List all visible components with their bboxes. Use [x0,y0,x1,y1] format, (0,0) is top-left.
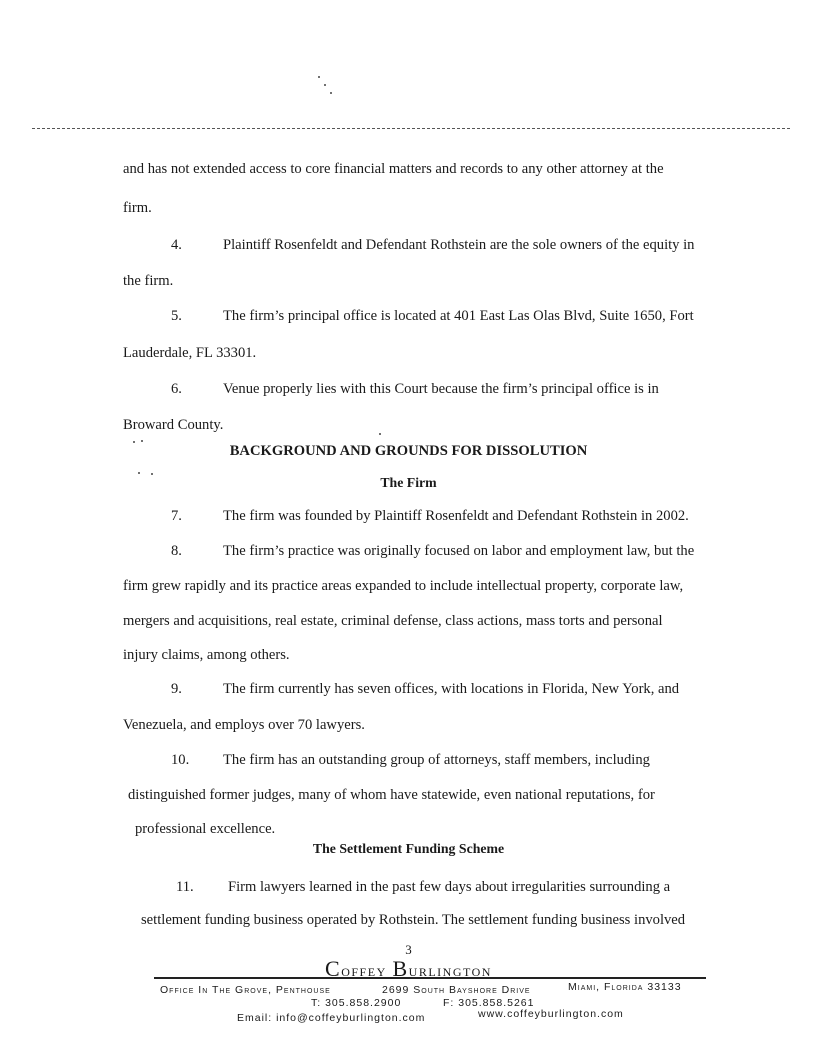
footer-website: www.coffeyburlington.com [478,1008,624,1020]
paragraph-9 [171,679,761,699]
paragraph-line: professional excellence. [135,821,276,837]
scan-speck [141,440,143,442]
paragraph-8 [171,541,761,561]
paragraph-line: Broward County. [123,417,224,433]
paragraph-line: firm grew rapidly and its practice areas expanded to include intellectual property, corporate law, [123,578,684,594]
paragraph-line: injury claims, among others. [123,647,290,663]
paragraph-number: 4. [171,237,182,253]
paragraph-line: firm. [123,200,152,216]
paragraph-number: 5. [171,308,182,324]
paragraph-7 [171,506,761,526]
section-heading: BACKGROUND AND GROUNDS FOR DISSOLUTION [229,443,588,459]
paragraph-line: The firm has an outstanding group of attorneys, staff members, including [223,752,650,768]
paragraph-line: The firm’s principal office is located at 401 East Las Olas Blvd, Suite 1650, Fort [223,308,694,324]
logo-initial: C [325,956,342,981]
paragraph-11 [176,877,766,897]
scan-speck [138,472,140,474]
paragraph-line: The firm currently has seven offices, with locations in Florida, New York, and [223,681,680,697]
paragraph-line: the firm. [123,273,174,289]
paragraph-10 [171,750,761,770]
paragraph-line: Plaintiff Rosenfeldt and Defendant Rothstein are the sole owners of the equity in [223,237,695,253]
footer-city: Miami, Florida 33133 [568,981,682,993]
paragraph-line: Venezuela, and employs over 70 lawyers. [123,717,365,733]
paragraph-number: 11. [176,879,194,895]
paragraph-line: and has not extended access to core financial matters and records to any other attorney at the [123,161,664,177]
scan-speck [318,76,320,78]
logo-initial: B [392,956,409,981]
paragraph-number: 7. [171,508,182,524]
subheading-settlement-funding: The Settlement Funding Scheme [312,841,505,856]
footer-office: Office In The Grove, Penthouse [160,984,331,996]
footer-street: 2699 South Bayshore Drive [382,984,531,996]
paragraph-line: distinguished former judges, many of whom have statewide, even national reputations, for [128,787,655,803]
footer-divider [154,977,706,979]
paragraph-number: 10. [171,752,190,768]
paragraph-4 [171,235,761,255]
paragraph-line: The firm was founded by Plaintiff Rosenfeldt and Defendant Rothstein in 2002. [223,508,689,524]
paragraph-6 [171,379,761,399]
logo-text: offey [341,961,387,980]
paragraph-line: Venue properly lies with this Court because the firm’s principal office is in [223,381,659,397]
top-divider [32,128,790,129]
scan-speck [324,84,326,86]
footer-email: Email: info@coffeyburlington.com [237,1012,426,1024]
paragraph-number: 9. [171,681,182,697]
footer-phone: T: 305.858.2900 [311,997,402,1009]
paragraph-number: 6. [171,381,182,397]
paragraph-line: Firm lawyers learned in the past few days about irregularities surrounding a [228,879,671,895]
logo-text: urlington [408,961,492,980]
page-number: 3 [405,942,412,957]
subheading-the-firm: The Firm [380,475,437,490]
paragraph-line: Lauderdale, FL 33301. [123,345,257,361]
paragraph-line: settlement funding business operated by Rothstein. The settlement funding business involved [141,912,686,928]
paragraph-line: mergers and acquisitions, real estate, criminal defense, class actions, mass torts and personal [123,613,663,629]
paragraph-number: 8. [171,543,182,559]
scan-speck [330,92,332,94]
paragraph-5 [171,306,761,326]
footer-fax: F: 305.858.5261 [443,997,535,1009]
paragraph-line: The firm’s practice was originally focused on labor and employment law, but the [223,543,695,559]
